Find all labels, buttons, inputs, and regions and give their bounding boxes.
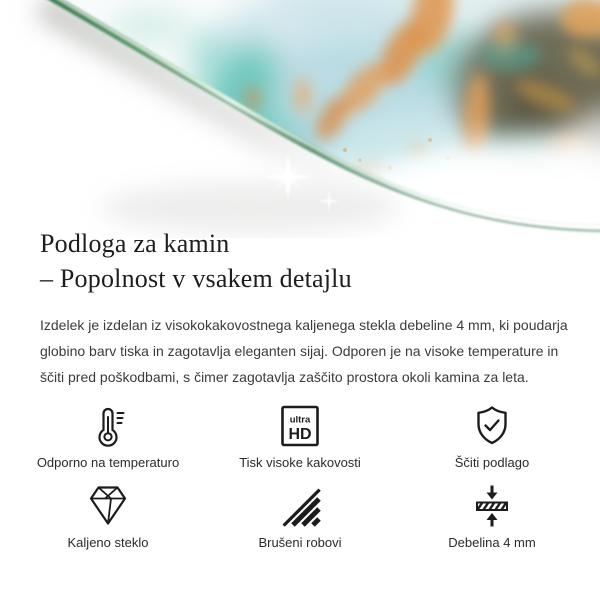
glass-panel-art xyxy=(0,0,600,238)
product-info-section xyxy=(40,226,568,390)
feature-protection xyxy=(396,398,588,470)
feature-label: Ščiti podlago xyxy=(454,455,530,470)
diamond-icon xyxy=(84,478,132,530)
svg-text:ultra: ultra xyxy=(289,414,311,426)
product-description: Izdelek je izdelan iz visokokakovostnega kaljenega stekla debeline 4 mm, ki poudarja globino barv tiska in zagotavlja eleganten sijaj. Odporen je na visoke temperature in ščiti pred poškodbami, s čimer zagotavlja zaščito prostora okoli kamina za leta. xyxy=(40,317,568,385)
beveled-edge-icon xyxy=(276,478,324,530)
title-line-1: Podloga za kamin xyxy=(40,229,230,258)
feature-beveled-edges xyxy=(204,478,396,550)
feature-print-quality xyxy=(204,398,396,470)
feature-temperature xyxy=(12,398,204,470)
features-grid xyxy=(12,398,588,550)
feature-label: Debelina 4 mm xyxy=(448,535,536,550)
feature-label: Odporno na temperaturo xyxy=(36,455,180,470)
ultra-hd-icon xyxy=(276,398,324,450)
svg-text:HD: HD xyxy=(288,426,312,443)
shield-check-icon xyxy=(468,398,516,450)
page-title xyxy=(40,226,568,296)
feature-label: Tisk visoke kakovosti xyxy=(239,455,361,470)
thickness-icon xyxy=(468,478,516,530)
feature-thickness xyxy=(396,478,588,550)
feature-label: Kaljeno steklo xyxy=(67,535,149,550)
feature-label: Brušeni robovi xyxy=(258,535,342,550)
title-line-2: – Popolnost v vsakem detajlu xyxy=(40,264,352,293)
feature-tempered-glass xyxy=(12,478,204,550)
product-image xyxy=(0,0,600,238)
thermometer-icon xyxy=(84,398,132,450)
